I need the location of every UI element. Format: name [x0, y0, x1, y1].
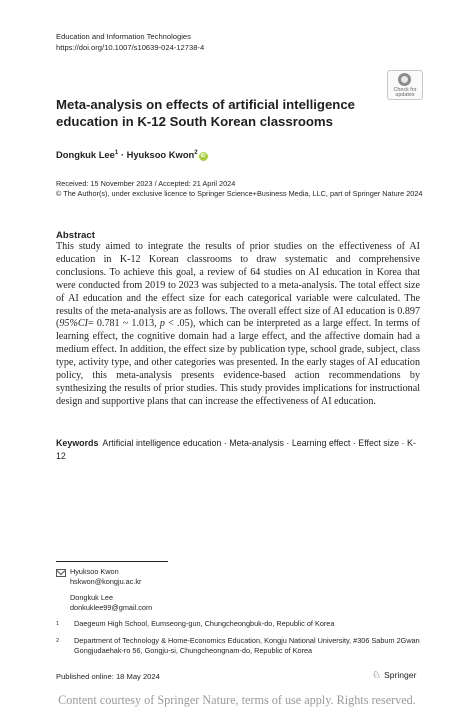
author-affiliation-mark: 1: [114, 149, 119, 156]
affiliation-number: 1: [56, 621, 59, 627]
affiliation-2: [56, 636, 426, 656]
publisher-name: Springer: [383, 670, 417, 680]
affiliation-1: [56, 619, 426, 629]
affiliation-number: 2: [56, 638, 59, 644]
journal-name: Education and Information Technologies: [56, 32, 191, 41]
keywords-list: Artificial intelligence education · Meta-analysis · Learning effect · Effect size · K-12: [56, 438, 416, 461]
author-name[interactable]: Dongkuk Lee: [56, 149, 115, 160]
affiliation-text: Daegeum High School, Eumseong-gun, Chungcheongbuk-do, Republic of Korea: [74, 619, 335, 628]
doi-link[interactable]: https://doi.org/10.1007/s10639-024-12738-4: [56, 43, 205, 52]
affiliation-text: Department of Technology & Home-Economics Education, Kongju National University, #306 Sabum 2Gwan Gongjudaehak-ro 56, Gongju-si, Chungcheongnam-do, Republic of Korea: [74, 636, 420, 655]
abstract-body: [56, 241, 420, 409]
author-list: [56, 149, 208, 161]
second-author-email[interactable]: donkuklee99@gmail.com: [70, 603, 153, 612]
publisher-logo: [372, 670, 416, 681]
check-updates-icon: [398, 73, 411, 86]
article-title: Meta-analysis on effects of artificial intelligence education in K-12 South Korean classrooms: [56, 97, 356, 129]
keywords-label: Keywords: [56, 438, 99, 448]
badge-line2: updates: [395, 92, 415, 98]
published-date: Published online: 18 May 2024: [56, 672, 160, 681]
author-separator: ·: [118, 149, 127, 160]
article-dates: [56, 179, 426, 199]
corresponding-author-name: Hyuksoo Kwon: [70, 567, 119, 576]
abstract-text-part1: This study aimed to integrate the results of prior studies on the effectiveness of AI education in K-12 Korean classrooms to draw systematic and comprehensive conclusions. To achieve this goal, a review of 64 studies on AI education in Korea that were conducted from 2019 to 2023 was subjected to a meta-analysis. The total effect size of AI education and the effect size for each categorical variable were calculated. The results of the meta-analysis are as follows. The overall effect size of AI education is 0.897 (: [56, 241, 420, 330]
footnote-divider: [56, 561, 168, 562]
author-affiliation-mark: 2: [194, 149, 198, 156]
journal-header: [56, 31, 204, 53]
author-name[interactable]: Hyuksoo Kwon: [126, 149, 195, 160]
copyright-line: © The Author(s), under exclusive licence to Springer Science+Business Media, LLC, part of Springer Nature 2024: [56, 189, 423, 198]
second-author-name: Dongkuk Lee: [70, 593, 114, 602]
p-value: < .05: [164, 318, 190, 330]
corresponding-author-email[interactable]: hskwon@kongju.ac.kr: [70, 577, 142, 586]
badge-line1: Check for: [393, 87, 417, 93]
abstract-heading: Abstract: [56, 230, 95, 241]
ci-range: = 0.781 ~ 1.013,: [87, 318, 160, 330]
keywords-section: [56, 437, 420, 463]
p-label: p: [159, 318, 165, 330]
springer-horse-icon: ♘: [372, 670, 381, 681]
ci-label: 95%CI: [59, 318, 88, 330]
orcid-icon[interactable]: iD: [200, 153, 206, 159]
courtesy-footer: Content courtesy of Springer Nature, terms of use apply. Rights reserved.: [58, 693, 416, 707]
abstract-text-part2: ), which can be interpreted as a large effect. In terms of learning effect, the cognitive domain had a large effect, and the affective domain had a medium effect. In addition, the effect size by publication type, school grade, subject, class type, activity type, and other categories was presented. In the early stages of AI education policy, this meta-analysis presents evidence-based action recommendations by synthesizing the results of prior studies. This study provides implications for instructional design and supportive plans that can increase the effectiveness of AI education.: [56, 318, 420, 407]
envelope-icon: [56, 569, 66, 577]
received-accepted: Received: 15 November 2023 / Accepted: 21 April 2024: [56, 179, 236, 188]
